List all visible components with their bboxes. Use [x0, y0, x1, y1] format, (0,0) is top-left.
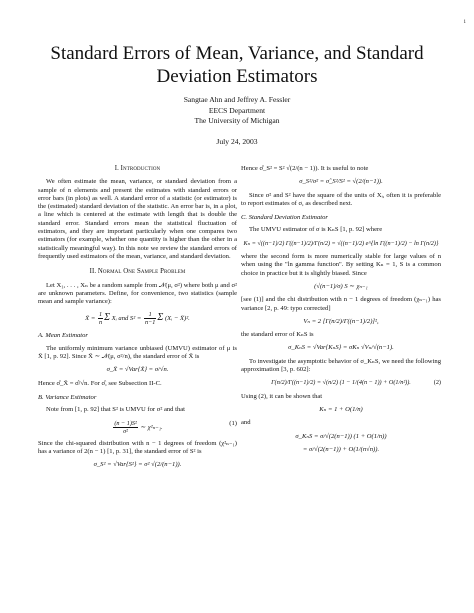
equation-sigma-kns: σ_KₙS = √Var{KₙS} = σKₙ √Vₙ/√(n−1).: [288, 344, 394, 352]
since-paragraph: Since σ² and S² have the square of the units of Xᵢ, often it is preferable to report estimates of σ, as described next.: [241, 191, 441, 207]
normal-paragraph: Let X₁, . . . , Xₙ be a random sample from 𝒩(μ, σ²) where both μ and σ² are unknown parameters. Define, for convenience, two statistics (sample mean and sample variance):: [38, 281, 237, 306]
subsection-mean: A. Mean Estimator: [38, 332, 88, 340]
author-names: Sangtae Ahn and Jeffrey A. Fessler: [183, 95, 291, 104]
hence-s2: Hence σ̂_S² = S² √(2/(n − 1)). It is useful to note: [241, 165, 369, 172]
section-heading-normal: II. Normal One Sample Problem: [89, 268, 186, 276]
equation-chi: (√(n−1)/σ) S ∼ χₙ₋₁: [314, 282, 368, 290]
equation-relative-error: σ_S²/σ² = σ̂_S²/S² = √(2/(n−1)).: [299, 178, 383, 186]
paper-date: July 24, 2003: [216, 137, 258, 146]
stddev-paragraph: The UMVU estimator of σ is KₙS [1, p. 92] where: [249, 226, 383, 234]
subsection-std-dev: C. Standard Deviation Estimator: [241, 214, 328, 222]
equation-sigma-s2: σ_S² = √Var{S²} = σ² √(2/(n−1)).: [93, 461, 182, 469]
intro-paragraph: We often estimate the mean, variance, or standard deviation from a sample of n elements and present the estimates with standard errors or error bars (in plots) as well. A standard error of a statistic (or estimator) is the (estimated) standard deviation of the statistic. An error bar is, in a plot, a line which is centered at the estimate with length that is double the standard error. Standard errors mean the statistical fluctuation of estimators, and they are important particularly when one compares two estimators (for example, whether one quantity is higher than the other in a statistically meaningful way). In this note we review the standard errors of frequently used estimators of the mean, variance, and standard deviation.: [38, 178, 237, 260]
author-university: The University of Michigan: [194, 116, 280, 125]
section-heading-introduction: I. Introduction: [114, 165, 161, 172]
left-column: [38, 165, 237, 474]
chi-square-paragraph: Since the chi-squared distribution with n − 1 degrees of freedom (χ²ₙ₋₁) has a variance of 2(n − 1) [1, p. 31], the standard error of S² is: [38, 439, 237, 455]
equation-final-2: = σ/√(2(n−1)) + O(1/(n√n)).: [302, 445, 380, 453]
equation-1: $\frac{\text{(n − 1)S²}}{\text{σ²}}$ ∼ χ²ₙ₋₁. (1): [114, 419, 237, 435]
se-kns-paragraph: the standard error of KₙS is: [241, 331, 314, 339]
see-paragraph: [see (1)] and the chi distribution with n − 1 degrees of freedom (χₙ₋₁) has variance [2, p. 49: typo corrected]: [241, 296, 441, 312]
equation-2: [241, 379, 441, 387]
mean-paragraph: The uniformly minimum variance unbiased (UMVU) estimator of μ is X̄ [1, p. 92]. Since X̄ ∼ 𝒩(μ, σ²/n), the standard error of X̄ is: [38, 344, 237, 361]
eq-sample-rhs: (Xᵢ − X̄)².: [164, 315, 190, 323]
equation-sigma-xbar: σ_X̄ = √Var{X̄} = σ/√n.: [106, 366, 169, 374]
equation-kn: Kₙ = √((n−1)/2) Γ((n−1)/2)/Γ(n/2) = √((n−1)/2) e^{ln Γ((n−1)/2) − ln Γ(n/2)}: [243, 239, 439, 247]
author-block: [0, 95, 474, 127]
hence-xbar: Hence σ̂_X̄ = σ̂/√n. For σ̂, see Subsection II-C.: [38, 379, 162, 387]
eq1-rhs: ∼ χ²ₙ₋₁.: [140, 423, 163, 431]
variance-paragraph: Note from [1, p. 92] that S² is UMVU for σ² and that: [46, 406, 185, 414]
right-column: [241, 165, 441, 459]
author-department: EECS Department: [208, 105, 266, 115]
eq-sample-mid: Xᵢ and S² =: [111, 315, 142, 323]
equation-kn-limit: Kₙ = 1 + O(1/n): [319, 405, 363, 413]
equation-vn: Vₙ = 2 [Γ(n/2)/Γ((n−1)/2)]²,: [303, 317, 379, 325]
and-word: and: [241, 419, 251, 427]
equation-final-1: σ_KₙS = σ/√(2(n−1)) (1 + O(1/n)): [295, 432, 387, 440]
paper-title: Standard Errors of Mean, Variance, and Standard Deviation Estimators: [50, 43, 424, 87]
eq2-body: Γ(n/2)/Γ((n−1)/2) = √(n/2) (1 − 1/(4(n − 1)) + O(1/n²)).: [271, 379, 411, 387]
where-paragraph: where the second form is more numerically stable for large values of n when using the "ln gamma function". By setting Kₙ = 1, S is a common choice in practice but it is slightly biased. Since: [241, 253, 441, 277]
subsection-variance: B. Variance Estimator: [38, 393, 97, 401]
eq-sample-lhs: X̄ =: [85, 315, 96, 323]
asymptotic-paragraph: To investigate the asymptotic behavior of σ_KₙS, we need the following approximation [3, p. 602]:: [241, 357, 441, 374]
equation-sample-stats: X̄ = $\frac{1}{n}$ Σ Xᵢ and S² = $\frac{1}{n-1}$ Σ (Xᵢ − X̄)².: [85, 311, 190, 327]
page-number: 1: [463, 20, 466, 25]
using-paragraph: Using (2), it can be shown that: [241, 392, 323, 400]
eq1-tag: (1): [229, 419, 237, 427]
eq2-tag: (2): [433, 379, 441, 387]
